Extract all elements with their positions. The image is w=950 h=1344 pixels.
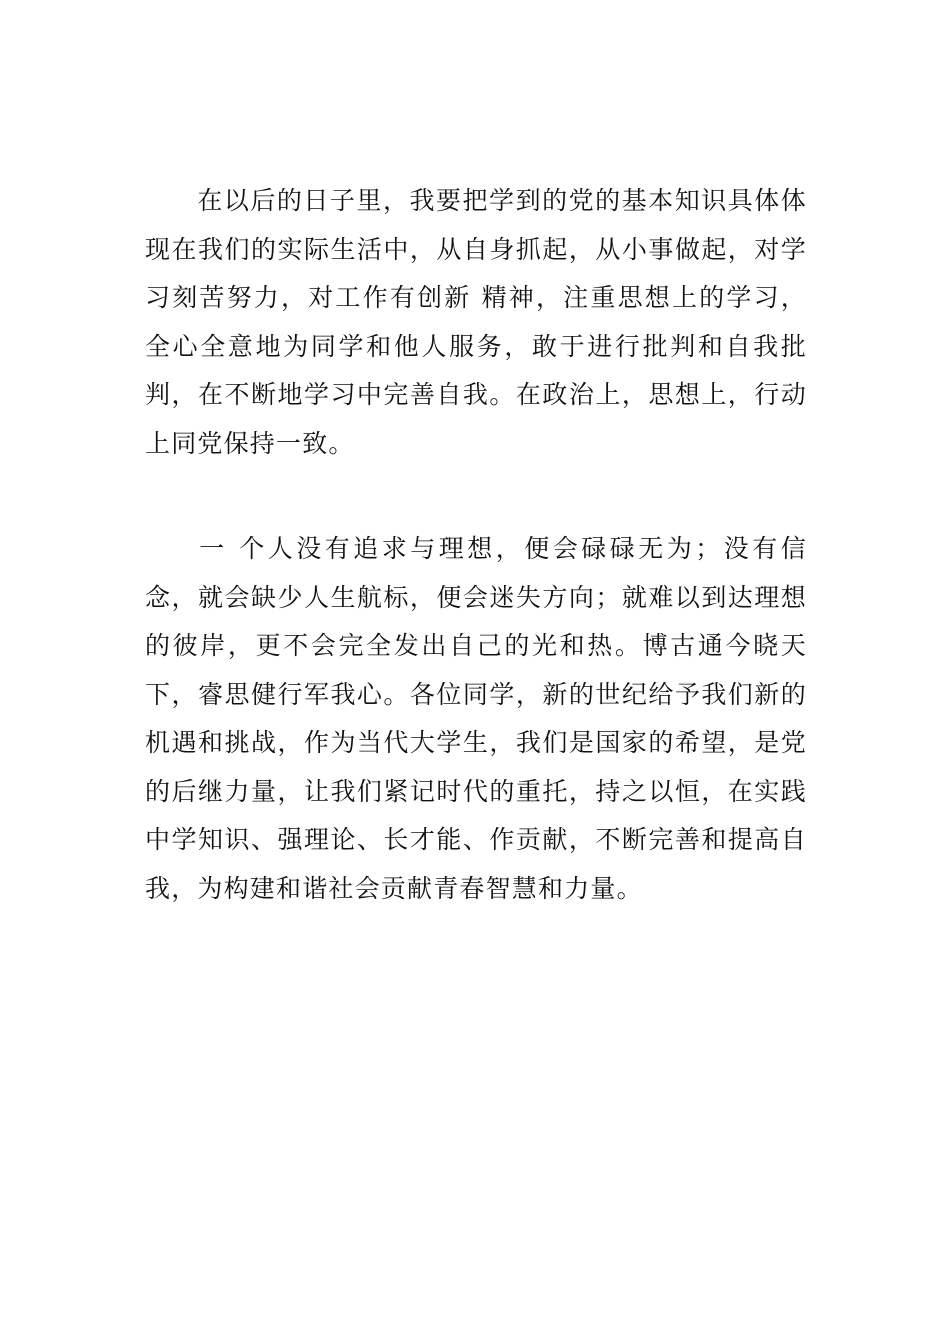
paragraph-2-text: 一 个人没有追求与理想，便会碌碌无为；没有信念，就会缺少人生航标，便会迷失方向；就难以到达理想的彼岸，更不会完全发出自己的光和热。博古通今晓天下，睿思健行军我心。各位同学，新的世纪给予我们新的机遇和挑战，作为当代大学生，我们是国家的希望，是党的后继力量，让我们紧记时代的重托，持之以恒，在实践 中学知识、强理论、长才能、作贡献，不断完善和提高自我，为构建和谐社会贡献青春智慧和力量。 <box>145 534 807 903</box>
paragraph-1-text: 在以后的日子里，我要把学到的党的基本知识具体体现在我们的实际生活中，从自身抓起，从小事做起，对学习刻苦努力，对工作有创新 精神，注重思想上的学习，全心全意地为同学和他人服务，敢于进行批判和自我批判，在不断地学习中完善自我。在政治上，思想上，行动上同党保持一致。 <box>145 186 807 458</box>
paragraph-2 <box>145 525 807 913</box>
paragraph-1 <box>145 177 807 468</box>
